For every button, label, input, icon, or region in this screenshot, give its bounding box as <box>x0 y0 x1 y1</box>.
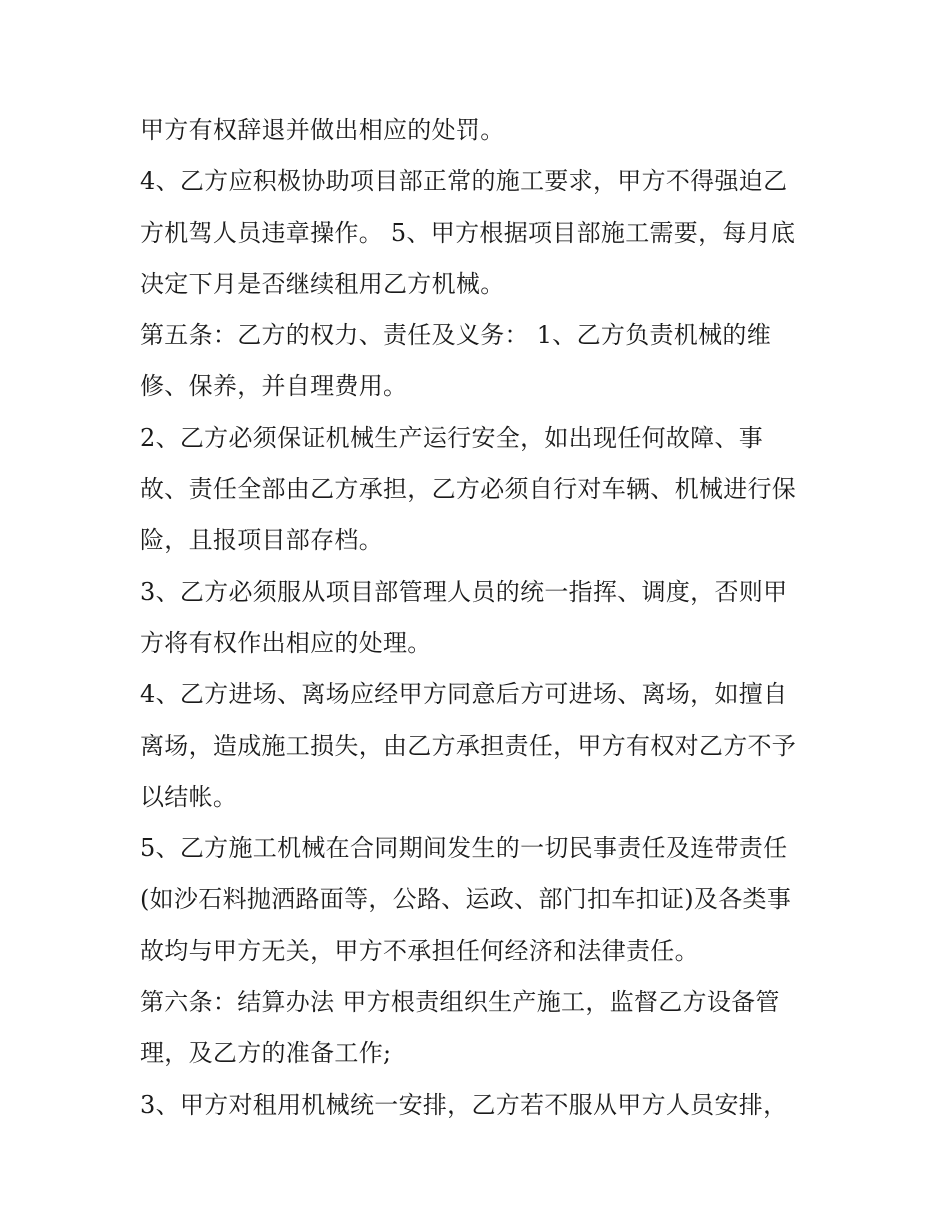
text-line: 故、责任全部由乙方承担，乙方必须自行对车辆、机械进行保 <box>140 475 797 504</box>
text-line: 决定下月是否继续租用乙方机械。 <box>140 269 505 298</box>
text-line: 3、乙方必须服从项目部管理人员的统一指挥、调度，否则甲 <box>140 577 788 606</box>
text-line: 修、保养，并自理费用。 <box>140 372 408 401</box>
text-line: 险，且报项目部存档。 <box>140 526 383 555</box>
text-line: 方机驾人员违章操作。 5、甲方根据项目部施工需要，每月底 <box>140 218 796 247</box>
text-line: 故均与甲方无关，甲方不承担任何经济和法律责任。 <box>140 936 699 965</box>
text-line: 理，及乙方的准备工作; <box>140 1039 392 1068</box>
text-line: 3、甲方对租用机械统一安排，乙方若不服从甲方人员安排， <box>140 1090 788 1119</box>
text-line: 以结帐。 <box>140 782 238 811</box>
contract-text <box>140 105 830 1131</box>
text-line: 4、乙方进场、离场应经甲方同意后方可进场、离场，如擅自 <box>140 680 788 709</box>
text-line: 5、乙方施工机械在合同期间发生的一切民事责任及连带责任 <box>140 834 788 863</box>
text-line: 甲方有权辞退并做出相应的处罚。 <box>140 116 505 144</box>
text-line: 第五条：乙方的权力、责任及义务： 1、乙方负责机械的维 <box>140 321 771 350</box>
text-line: 4、乙方应积极协助项目部正常的施工要求，甲方不得强迫乙 <box>140 167 788 196</box>
text-line: 2、乙方必须保证机械生产运行安全，如出现任何故障、事 <box>140 423 764 452</box>
text-line: 第六条：结算办法 甲方根责组织生产施工，监督乙方设备管 <box>140 988 780 1017</box>
text-line: 方将有权作出相应的处理。 <box>140 628 432 657</box>
text-line: 离场，造成施工损失，由乙方承担责任，甲方有权对乙方不予 <box>140 731 797 760</box>
text-line: (如沙石料抛洒路面等，公路、运政、部门扣车扣证)及各类事 <box>140 885 792 914</box>
